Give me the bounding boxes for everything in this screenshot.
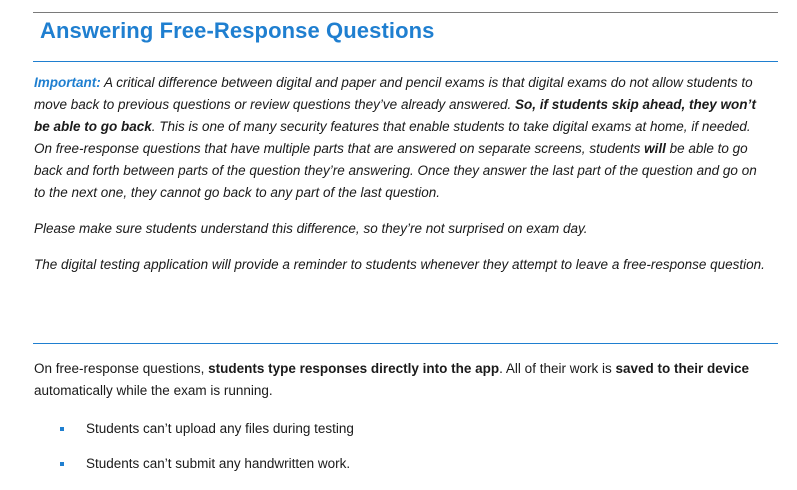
bullet-text: Students can’t upload any files during testing xyxy=(86,421,354,436)
callout-emphasis-will: will xyxy=(644,141,666,156)
body-emphasis-type-responses: students type responses directly into the app xyxy=(208,361,500,376)
body-emphasis-saved-to-device: saved to their device xyxy=(615,361,750,376)
body-text-segment: . All of their work is xyxy=(499,361,616,376)
square-bullet-icon xyxy=(60,462,64,466)
body-text-segment: automatically while the exam is running. xyxy=(34,383,273,398)
square-bullet-icon xyxy=(60,427,64,431)
callout-text-segment: be able to go back and forth between parts of the question they’re answering. Once they answer the last part of the question and go on to the next one, they cannot go back to any part of the last question. xyxy=(34,141,757,200)
title-divider xyxy=(33,61,778,62)
callout-paragraph-1 xyxy=(34,72,769,204)
callout-text-segment: A critical difference between digital and paper and pencil exams is that digital exams do not allow students to move back to previous questions or review questions they’ve already answered. xyxy=(34,75,753,112)
callout-paragraph-2: Please make sure students understand this difference, so they’re not surprised on exam day. xyxy=(34,221,588,236)
important-callout xyxy=(34,72,769,276)
important-label: Important: xyxy=(34,75,101,90)
bullet-text: Students can’t submit any handwritten work. xyxy=(86,456,351,471)
callout-emphasis-skip-ahead: So, if students skip ahead, they won’t be able to go back xyxy=(34,97,757,134)
top-divider xyxy=(33,12,778,13)
callout-paragraph-3: The digital testing application will provide a reminder to students whenever they attempt to leave a free-response question. xyxy=(34,257,765,272)
body-paragraph xyxy=(34,358,774,402)
callout-text-segment: . This is one of many security features that enable students to take digital exams at home, if needed. On free-response questions that have multiple parts that are answered on separate screens, students xyxy=(34,119,751,156)
body-text-segment: On free-response questions, xyxy=(34,361,209,376)
callout-divider xyxy=(33,343,778,344)
section-title: Answering Free-Response Questions xyxy=(40,18,435,43)
